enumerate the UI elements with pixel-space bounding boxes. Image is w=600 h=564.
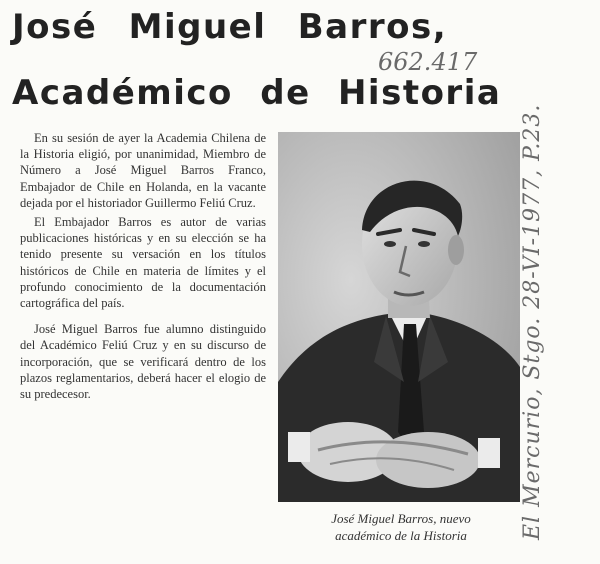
headline-line-1: José Miguel Barros,: [12, 7, 448, 47]
article-paragraph: El Embajador Barros es autor de varias publicaciones históricas y en su elección se ha tenido presente su versación en los títulos históricos de Chile en materia de límites y el profundo conocimiento de la documentación cartográfica del país.: [20, 215, 266, 311]
portrait-illustration: [278, 132, 520, 502]
handwritten-reference-number: 662.417: [378, 48, 478, 76]
article-paragraph: En su sesión de ayer la Academia Chilena de la Historia eligió, por unanimidad, Miembro de Número a José Miguel Barros Franco, Embajador de Chile en Holanda, en la vacante dejada por el historiador Guillermo Feliú Cruz.: [20, 131, 266, 210]
article-paragraph: José Miguel Barros fue alumno distinguido del Académico Feliú Cruz y en su discurso de incorporación, que se verificará dentro de los plazos reglamentarios, deberá hacer el elogio de su predecesor.: [20, 322, 266, 402]
caption-line-2: académico de la Historia: [335, 528, 467, 543]
headline-line-2: Académico de Historia: [12, 73, 502, 113]
handwritten-source-annotation: El Mercurio, Stgo. 28-VI-1977, P.23.: [520, 103, 545, 540]
article-body: [20, 130, 266, 405]
photo-caption: [276, 510, 526, 544]
portrait-photo: [278, 132, 520, 502]
caption-line-1: José Miguel Barros, nuevo: [331, 511, 471, 526]
